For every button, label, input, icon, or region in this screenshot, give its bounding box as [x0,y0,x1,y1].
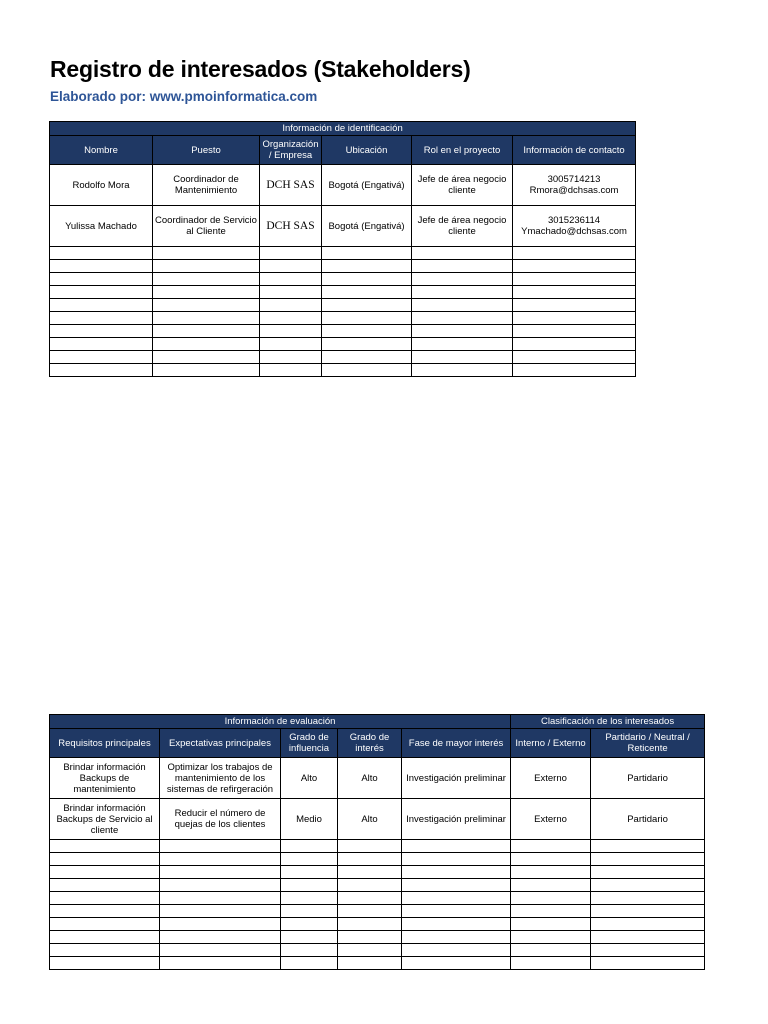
cell-fase: Investigación preliminar [402,799,511,840]
contact-phone: 3005714213 [547,174,601,185]
empty-rows [50,840,705,970]
empty-row [50,892,705,905]
identification-band-header: Información de identificación [50,122,636,136]
empty-row [50,338,636,351]
column-header-nombre: Nombre [50,136,153,165]
empty-row [50,260,636,273]
empty-row [50,918,705,931]
cell-nombre: Yulissa Machado [50,206,153,247]
column-header-postura: Partidario / Neutral / Reticente [591,729,705,758]
column-header-rol: Rol en el proyecto [412,136,513,165]
cell-requisitos: Brindar información Backups de Servicio al cliente [50,799,160,840]
classification-band-header: Clasificación de los interesados [511,715,705,729]
evaluation-table [49,714,705,970]
empty-row [50,879,705,892]
cell-postura: Partidario [591,758,705,799]
contact-email: Rmora@dchsas.com [529,185,619,196]
empty-row [50,905,705,918]
evaluation-band-header: Información de evaluación [50,715,511,729]
column-header-tipo: Interno / Externo [511,729,591,758]
empty-row [50,840,705,853]
column-header-interes: Grado de interés [338,729,402,758]
empty-row [50,351,636,364]
cell-requisitos: Brindar información Backups de mantenimiento [50,758,160,799]
cell-rol: Jefe de área negocio cliente [412,165,513,206]
cell-influencia: Alto [281,758,338,799]
column-header-fase: Fase de mayor interés [402,729,511,758]
cell-influencia: Medio [281,799,338,840]
column-header-ubicacion: Ubicación [322,136,412,165]
table-row [50,799,705,840]
column-header-expectativas: Expectativas principales [160,729,281,758]
cell-contacto [513,165,636,206]
cell-organizacion: DCH SAS [260,165,322,206]
cell-tipo: Externo [511,758,591,799]
empty-rows [50,247,636,377]
cell-tipo: Externo [511,799,591,840]
column-header-puesto: Puesto [153,136,260,165]
cell-puesto: Coordinador de Servicio al Cliente [153,206,260,247]
cell-nombre: Rodolfo Mora [50,165,153,206]
cell-expectativas: Optimizar los trabajos de mantenimiento de los sistemas de refirgeración [160,758,281,799]
empty-row [50,247,636,260]
empty-row [50,286,636,299]
identification-table [49,121,636,377]
cell-ubicacion: Bogotá (Engativá) [322,165,412,206]
column-header-influencia: Grado de influencia [281,729,338,758]
empty-row [50,944,705,957]
column-header-requisitos: Requisitos principales [50,729,160,758]
empty-row [50,299,636,312]
empty-row [50,325,636,338]
empty-row [50,931,705,944]
cell-interes: Alto [338,799,402,840]
empty-row [50,312,636,325]
cell-interes: Alto [338,758,402,799]
table-row [50,165,636,206]
empty-row [50,866,705,879]
contact-phone: 3015236114 [547,215,601,226]
table-row [50,758,705,799]
empty-row [50,957,705,970]
contact-email: Ymachado@dchsas.com [521,226,627,237]
page-title: Registro de interesados (Stakeholders) [50,56,471,82]
cell-contacto [513,206,636,247]
cell-rol: Jefe de área negocio cliente [412,206,513,247]
empty-row [50,273,636,286]
cell-expectativas: Reducir el número de quejas de los clientes [160,799,281,840]
cell-postura: Partidario [591,799,705,840]
cell-puesto: Coordinador de Mantenimiento [153,165,260,206]
empty-row [50,364,636,377]
cell-ubicacion: Bogotá (Engativá) [322,206,412,247]
table-row [50,206,636,247]
empty-row [50,853,705,866]
column-header-contacto: Información de contacto [513,136,636,165]
cell-organizacion: DCH SAS [260,206,322,247]
column-header-organizacion: Organización / Empresa [260,136,322,165]
cell-fase: Investigación preliminar [402,758,511,799]
author-credit: Elaborado por: www.pmoinformatica.com [50,89,318,104]
